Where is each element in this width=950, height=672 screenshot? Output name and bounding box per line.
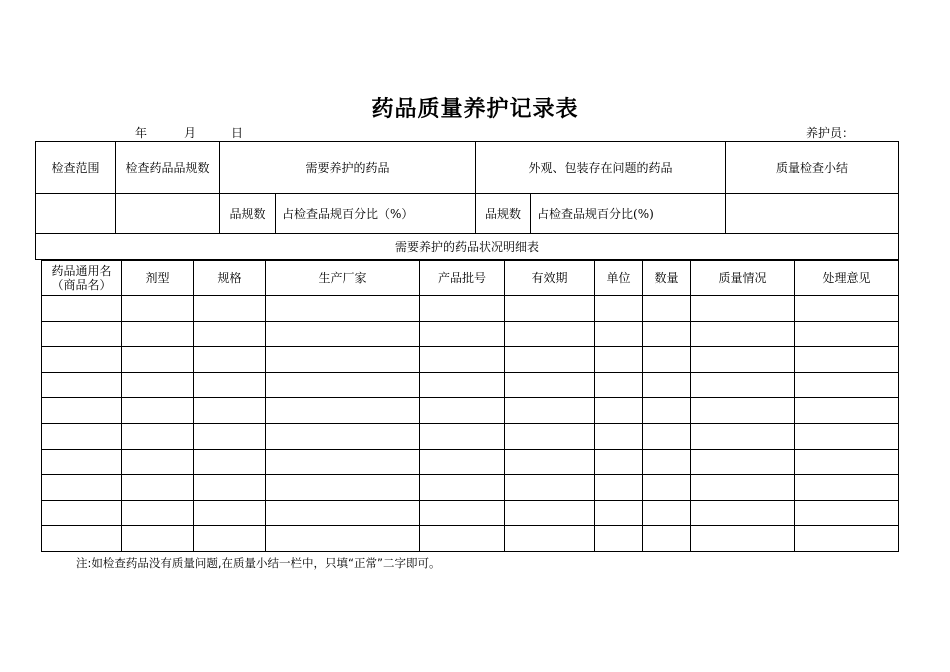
header-generic-name: 药品通用名（商品名） <box>42 261 122 296</box>
cell-expiry-date[interactable] <box>505 296 595 322</box>
cell-specification[interactable] <box>194 423 266 449</box>
cell-handling-opinion[interactable] <box>795 475 899 501</box>
cell-generic-name[interactable] <box>42 423 122 449</box>
cell-unit[interactable] <box>595 526 643 552</box>
table-row <box>42 423 899 449</box>
cell-manufacturer[interactable] <box>266 449 420 475</box>
cell-quantity[interactable] <box>643 526 691 552</box>
subheader-percent: 占检查品规百分比（%） <box>276 194 476 234</box>
table-row <box>42 372 899 398</box>
summary-table <box>35 141 899 260</box>
cell-unit[interactable] <box>595 449 643 475</box>
header-drugs-with-packaging-issues: 外观、包装存在问题的药品 <box>476 142 726 194</box>
cell-manufacturer[interactable] <box>266 475 420 501</box>
header-quantity: 数量 <box>643 261 691 296</box>
table-row <box>42 449 899 475</box>
cell-handling-opinion[interactable] <box>795 347 899 373</box>
cell-specification[interactable] <box>194 296 266 322</box>
subheader-spec-count-2: 品规数 <box>476 194 531 234</box>
cell-quantity[interactable] <box>643 321 691 347</box>
detail-section-title: 需要养护的药品状况明细表 <box>36 234 899 260</box>
cell-batch-number[interactable] <box>420 347 505 373</box>
header-quality-status: 质量情况 <box>691 261 795 296</box>
cell-handling-opinion[interactable] <box>795 526 899 552</box>
cell-manufacturer[interactable] <box>266 398 420 424</box>
table-row <box>42 296 899 322</box>
keeper-label: 养护员： <box>806 126 855 140</box>
cell-batch-number[interactable] <box>420 296 505 322</box>
cell-handling-opinion[interactable] <box>795 423 899 449</box>
header-inspection-scope: 检查范围 <box>36 142 116 194</box>
table-row <box>42 347 899 373</box>
cell-quality-status[interactable] <box>691 475 795 501</box>
cell-quality-status[interactable] <box>691 423 795 449</box>
cell-specification[interactable] <box>194 526 266 552</box>
cell-unit[interactable] <box>595 423 643 449</box>
cell-specification[interactable] <box>194 398 266 424</box>
cell-quality-status[interactable] <box>691 500 795 526</box>
cell-quality-summary[interactable] <box>726 194 899 234</box>
cell-dosage-form[interactable] <box>122 321 194 347</box>
cell-dosage-form[interactable] <box>122 372 194 398</box>
header-quality-summary: 质量检查小结 <box>726 142 899 194</box>
cell-batch-number[interactable] <box>420 449 505 475</box>
cell-specification[interactable] <box>194 449 266 475</box>
cell-quality-status[interactable] <box>691 398 795 424</box>
cell-quality-status[interactable] <box>691 526 795 552</box>
cell-batch-number[interactable] <box>420 526 505 552</box>
cell-batch-number[interactable] <box>420 372 505 398</box>
cell-dosage-form[interactable] <box>122 296 194 322</box>
cell-expiry-date[interactable] <box>505 500 595 526</box>
cell-manufacturer[interactable] <box>266 423 420 449</box>
cell-unit[interactable] <box>595 398 643 424</box>
cell-batch-number[interactable] <box>420 423 505 449</box>
cell-dosage-form[interactable] <box>122 398 194 424</box>
cell-generic-name[interactable] <box>42 372 122 398</box>
footnote: 注:如检查药品没有质量问题,在质量小结一栏中，只填“正常”二字即可。 <box>76 556 441 570</box>
cell-manufacturer[interactable] <box>266 526 420 552</box>
cell-dosage-form[interactable] <box>122 526 194 552</box>
cell-expiry-date[interactable] <box>505 372 595 398</box>
header-drugs-needing-maintenance: 需要养护的药品 <box>220 142 476 194</box>
cell-quality-status[interactable] <box>691 296 795 322</box>
cell-generic-name[interactable] <box>42 321 122 347</box>
table-row <box>42 526 899 552</box>
cell-quantity[interactable] <box>643 296 691 322</box>
cell-quantity[interactable] <box>643 398 691 424</box>
cell-dosage-form[interactable] <box>122 500 194 526</box>
cell-batch-number[interactable] <box>420 321 505 347</box>
cell-expiry-date[interactable] <box>505 398 595 424</box>
cell-quantity[interactable] <box>643 500 691 526</box>
header-expiry-date: 有效期 <box>505 261 595 296</box>
cell-expiry-date[interactable] <box>505 347 595 373</box>
cell-generic-name[interactable] <box>42 449 122 475</box>
cell-handling-opinion[interactable] <box>795 449 899 475</box>
cell-manufacturer[interactable] <box>266 321 420 347</box>
cell-quality-status[interactable] <box>691 449 795 475</box>
subheader-spec-count: 品规数 <box>220 194 276 234</box>
cell-specification[interactable] <box>194 347 266 373</box>
cell-quality-status[interactable] <box>691 347 795 373</box>
cell-dosage-form[interactable] <box>122 449 194 475</box>
detail-table <box>41 260 899 552</box>
table-row <box>42 398 899 424</box>
cell-specification[interactable] <box>194 321 266 347</box>
header-handling-opinion: 处理意见 <box>795 261 899 296</box>
cell-inspection-scope[interactable] <box>36 194 116 234</box>
cell-manufacturer[interactable] <box>266 296 420 322</box>
cell-handling-opinion[interactable] <box>795 321 899 347</box>
cell-handling-opinion[interactable] <box>795 500 899 526</box>
cell-expiry-date[interactable] <box>505 475 595 501</box>
cell-unit[interactable] <box>595 296 643 322</box>
cell-specification[interactable] <box>194 372 266 398</box>
cell-dosage-form[interactable] <box>122 423 194 449</box>
cell-manufacturer[interactable] <box>266 372 420 398</box>
table-row <box>42 475 899 501</box>
cell-quantity[interactable] <box>643 423 691 449</box>
table-row <box>42 500 899 526</box>
date-day-label: 日 <box>231 126 244 140</box>
cell-handling-opinion[interactable] <box>795 372 899 398</box>
header-dosage-form: 剂型 <box>122 261 194 296</box>
cell-quantity[interactable] <box>643 449 691 475</box>
cell-batch-number[interactable] <box>420 475 505 501</box>
cell-quality-status[interactable] <box>691 372 795 398</box>
header-inspected-spec-count: 检查药品品规数 <box>116 142 220 194</box>
cell-unit[interactable] <box>595 347 643 373</box>
header-manufacturer: 生产厂家 <box>266 261 420 296</box>
cell-expiry-date[interactable] <box>505 423 595 449</box>
cell-generic-name[interactable] <box>42 398 122 424</box>
header-batch-number: 产品批号 <box>420 261 505 296</box>
cell-generic-name[interactable] <box>42 475 122 501</box>
cell-generic-name[interactable] <box>42 500 122 526</box>
cell-dosage-form[interactable] <box>122 347 194 373</box>
cell-handling-opinion[interactable] <box>795 296 899 322</box>
cell-quantity[interactable] <box>643 475 691 501</box>
date-month-label: 月 <box>184 126 197 140</box>
cell-manufacturer[interactable] <box>266 347 420 373</box>
cell-batch-number[interactable] <box>420 500 505 526</box>
cell-quantity[interactable] <box>643 372 691 398</box>
cell-batch-number[interactable] <box>420 398 505 424</box>
header-specification: 规格 <box>194 261 266 296</box>
subheader-percent-2: 占检查品规百分比(%) <box>531 194 726 234</box>
detail-header-row <box>42 261 899 296</box>
cell-handling-opinion[interactable] <box>795 398 899 424</box>
cell-expiry-date[interactable] <box>505 449 595 475</box>
cell-unit[interactable] <box>595 372 643 398</box>
cell-quantity[interactable] <box>643 347 691 373</box>
cell-dosage-form[interactable] <box>122 475 194 501</box>
cell-unit[interactable] <box>595 321 643 347</box>
cell-quality-status[interactable] <box>691 321 795 347</box>
page-title: 药品质量养护记录表 <box>371 96 579 122</box>
cell-generic-name[interactable] <box>42 296 122 322</box>
cell-inspected-spec-count[interactable] <box>116 194 220 234</box>
cell-expiry-date[interactable] <box>505 526 595 552</box>
date-year-label: 年 <box>135 126 148 140</box>
cell-specification[interactable] <box>194 475 266 501</box>
cell-unit[interactable] <box>595 475 643 501</box>
cell-expiry-date[interactable] <box>505 321 595 347</box>
cell-generic-name[interactable] <box>42 347 122 373</box>
cell-unit[interactable] <box>595 500 643 526</box>
table-row <box>42 321 899 347</box>
header-unit: 单位 <box>595 261 643 296</box>
cell-specification[interactable] <box>194 500 266 526</box>
cell-manufacturer[interactable] <box>266 500 420 526</box>
cell-generic-name[interactable] <box>42 526 122 552</box>
